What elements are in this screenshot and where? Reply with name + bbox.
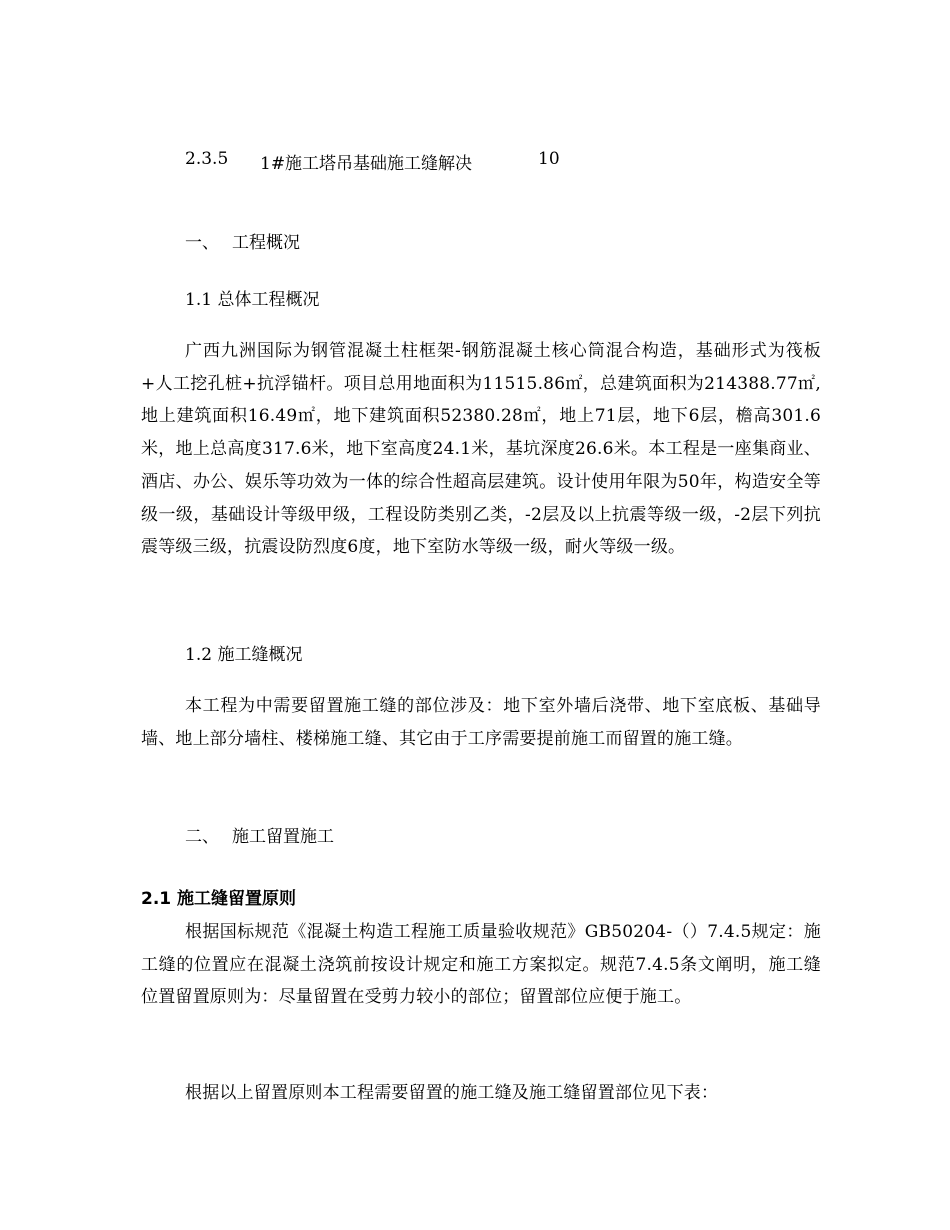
subsection-2-1-paragraph-1: 根据国标规范《混凝土构造工程施工质量验收规范》GB50204-（）7.4.5规定：施工缝的位置应在混凝土浇筑前按设计规定和施工方案拟定。规范7.4.5条文阐明，施工缝位置留置原则为：尽量留置在受剪力较小的部位；留置部位应便于施工。: [141, 922, 821, 1008]
toc-entry-page: 10: [538, 149, 560, 169]
toc-entry-number: 2.3.5: [185, 149, 229, 169]
subsection-1-2-heading: 1.2 施工缝概况: [185, 645, 303, 665]
toc-entry-title: 1#施工塔吊基础施工缝解决: [260, 154, 473, 174]
subsection-2-1-heading: 2.1 施工缝留置原则: [141, 889, 297, 909]
subsection-1-1-paragraph: 广西九洲国际为钢管混凝土柱框架-钢筋混凝土核心筒混合构造，基础形式为筏板+人工挖孔桩+抗浮锚杆。项目总用地面积为11515.86㎡，总建筑面积为214388.77㎡,地上建筑面积16.49㎡，地下建筑面积52380.28㎡，地上71层，地下6层，檐高301.6米，地上总高度317.6米，地下室高度24.1米，基坑深度26.6米。本工程是一座集商业、酒店、办公、娱乐等功效为一体的综合性超高层建筑。设计使用年限为50年，构造安全等级一级，基础设计等级甲级，工程设防类别乙类，-2层及以上抗震等级一级，-2层下列抗震等级三级，抗震设防烈度6度，地下室防水等级一级，耐火等级一级。: [141, 341, 821, 558]
section-1-number: 一、: [185, 233, 219, 253]
section-2-number: 二、: [185, 827, 219, 847]
section-2-title: 施工留置施工: [232, 827, 334, 847]
subsection-2-1-paragraph-2: 根据以上留置原则本工程需要留置的施工缝及施工缝留置部位见下表：: [185, 1083, 719, 1103]
subsection-1-2-paragraph: 本工程为中需要留置施工缝的部位涉及：地下室外墙后浇带、地下室底板、基础导墙、地上部分墙柱、楼梯施工缝、其它由于工序需要提前施工而留置的施工缝。: [141, 696, 821, 749]
section-1-title: 工程概况: [232, 233, 300, 253]
subsection-1-1-heading: 1.1 总体工程概况: [185, 290, 320, 310]
